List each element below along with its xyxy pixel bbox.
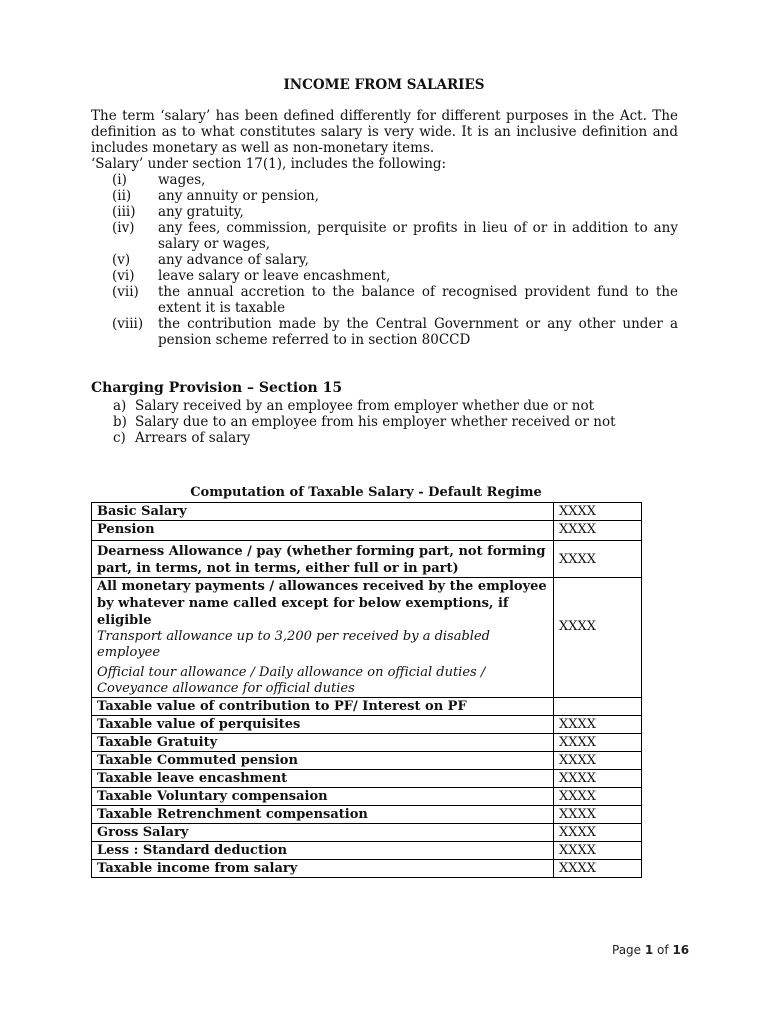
table-row [92,806,642,824]
table-row [92,578,642,698]
page-title: INCOME FROM SALARIES [283,77,485,93]
table-row [92,860,642,878]
list-item-letter: c) [113,430,126,446]
list-item-number: (i) [112,172,127,188]
list-item-number: (viii) [112,316,144,332]
row-amount: XXXX [554,503,642,521]
intro-section [91,108,678,172]
list-item-number: (vii) [112,284,139,300]
list-item-text: any annuity or pension, [158,188,320,204]
table-row [92,842,642,860]
list-item-number: (vi) [112,268,135,284]
row-label: Taxable Gratuity [92,734,554,752]
row-label: Taxable leave encashment [92,770,554,788]
table-row [92,824,642,842]
list-item [113,414,673,430]
intro-lead: ‘Salary’ under section 17(1), includes the following: [91,156,447,172]
salary-items-list [112,172,678,348]
list-item-text: any fees, commission, perquisite or profits in lieu of or in addition to any salary or wages, [158,220,678,252]
list-item-text: Arrears of salary [135,430,251,446]
list-item-text: wages, [158,172,206,188]
row-label: Taxable Voluntary compensaion [92,788,554,806]
total-pages: 16 [672,943,690,957]
list-item [112,220,678,252]
list-item [112,188,678,204]
list-item-text: Salary due to an employee from his employer whether received or not [135,414,616,430]
row-amount: XXXX [554,806,642,824]
list-item [112,252,678,268]
list-item [113,430,673,446]
list-item [112,172,678,188]
row-amount [554,698,642,716]
table-row [92,541,642,578]
row-amount: XXXX [554,842,642,860]
row-amount: XXXX [554,716,642,734]
row-label: Dearness Allowance / pay (whether forming part, not forming part, in terms, not in terms, either full or in part) [92,541,554,578]
table-row [92,734,642,752]
salary-computation-table [91,502,642,878]
row-label: Taxable value of contribution to PF/ Interest on PF [92,698,554,716]
list-item-text: Salary received by an employee from employer whether due or not [135,398,594,414]
list-item [112,268,678,284]
list-item-number: (iv) [112,220,135,236]
table-row [92,503,642,521]
row-label: Taxable value of perquisites [92,716,554,734]
charging-provision-heading: Charging Provision – Section 15 [91,380,343,396]
table-row [92,788,642,806]
row-amount: XXXX [554,860,642,878]
row-label: All monetary payments / allowances received by the employee by whatever name called except for below exemptions, if eligible [97,579,547,628]
table-row [92,521,642,541]
table-row [92,698,642,716]
row-amount: XXXX [554,770,642,788]
list-item-number: (iii) [112,204,136,220]
page-of: of [653,943,673,957]
row-amount: XXXX [554,752,642,770]
list-item-letter: a) [113,398,127,414]
row-label: Basic Salary [92,503,554,521]
table-row [92,752,642,770]
list-item-text: the contribution made by the Central Government or any other under a pension scheme referred to in section 80CCD [158,316,678,348]
list-item-number: (ii) [112,188,132,204]
intro-paragraph: The term ‘salary’ has been defined differently for different purposes in the Act. The definition as to what constitutes salary is very wide. It is an inclusive definition and includes monetary as well as non-monetary items. [91,108,678,156]
list-item-letter: b) [113,414,127,430]
row-label: Taxable Commuted pension [92,752,554,770]
current-page: 1 [644,943,654,957]
row-label: Less : Standard deduction [92,842,554,860]
table-caption: Computation of Taxable Salary - Default Regime [190,485,542,500]
row-label: Taxable Retrenchment compensation [92,806,554,824]
table-row [92,716,642,734]
row-sublabel: Transport allowance up to 3,200 per received by a disabled employee [97,629,490,660]
page-number [612,943,689,957]
list-item [112,316,678,348]
page-prefix: Page [612,943,645,957]
list-item-text: any gratuity, [158,204,244,220]
row-amount: XXXX [554,788,642,806]
list-item [112,284,678,316]
list-item-text: the annual accretion to the balance of recognised provident fund to the extent it is taxable [158,284,678,316]
row-label: Gross Salary [92,824,554,842]
table-row [92,770,642,788]
row-amount: XXXX [554,541,642,578]
charging-provision-list [113,398,673,446]
row-sublabel: Official tour allowance / Daily allowance on official duties / Coveyance allowance for official duties [97,665,486,696]
list-item-number: (v) [112,252,131,268]
row-amount: XXXX [554,578,642,698]
list-item [113,398,673,414]
row-label: Taxable income from salary [92,860,554,878]
row-amount: XXXX [554,734,642,752]
list-item-text: leave salary or leave encashment, [158,268,391,284]
list-item-text: any advance of salary, [158,252,309,268]
row-amount: XXXX [554,521,642,541]
row-amount: XXXX [554,824,642,842]
row-label-group [92,578,554,698]
row-label: Pension [92,521,554,541]
list-item [112,204,678,220]
